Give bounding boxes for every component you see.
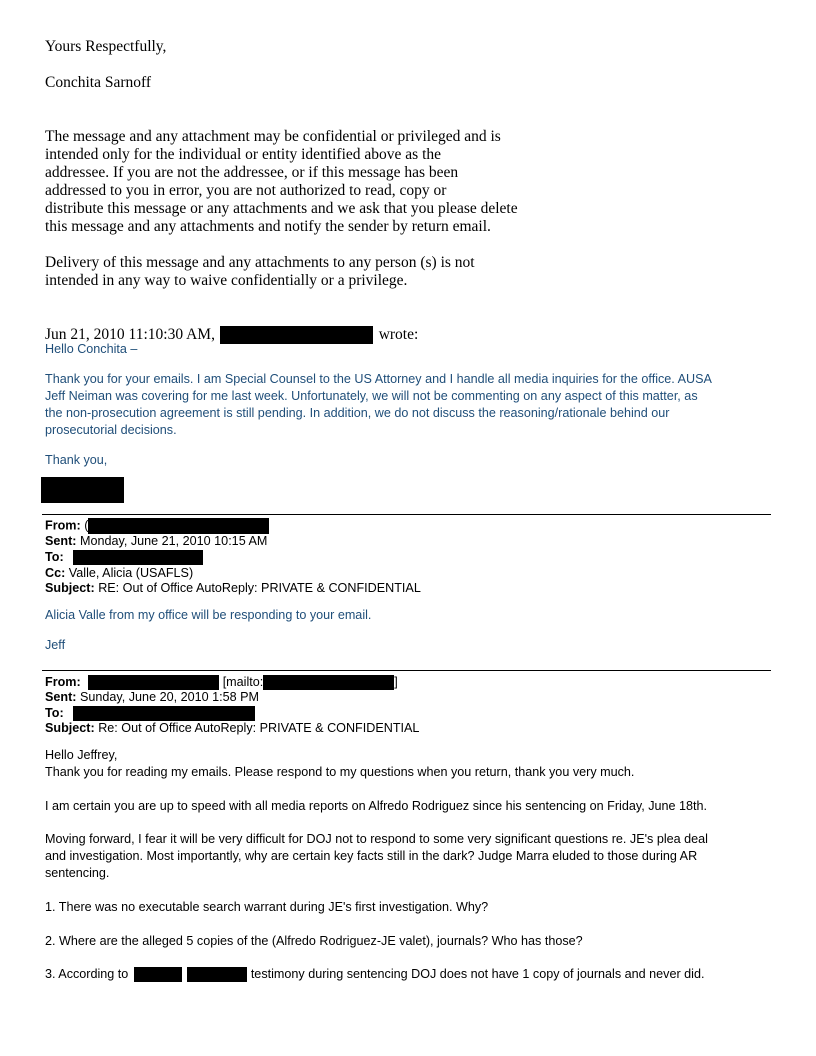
email2-para-line: and investigation. Most importantly, why are certain key facts still in the dark? Judge Marra eluded to those during AR bbox=[45, 849, 698, 863]
closing-name: Conchita Sarnoff bbox=[45, 74, 152, 91]
delivery-line: Delivery of this message and any attachments to any person (s) is not bbox=[45, 254, 475, 271]
email2-question: 3. According to testimony during sentencing DOJ does not have 1 copy of journals and never did. bbox=[45, 967, 705, 981]
redaction-box bbox=[187, 967, 247, 982]
email1-body: Alicia Valle from my office will be responding to your email. bbox=[45, 608, 372, 622]
reply-thanks: Thank you, bbox=[45, 453, 108, 467]
disclaimer-line: intended only for the individual or entity identified above as the bbox=[45, 146, 442, 163]
signature-redaction bbox=[41, 477, 124, 503]
email1-signature: Jeff bbox=[45, 638, 66, 652]
redaction-box bbox=[73, 706, 255, 721]
email2-question: 2. Where are the alleged 5 copies of the (Alfredo Rodriguez-JE valet), journals? Who has those? bbox=[45, 934, 583, 948]
redaction-box bbox=[73, 550, 203, 565]
email1-from: From: ( bbox=[45, 518, 269, 534]
delivery-line: intended in any way to waive confidentially or a privilege. bbox=[45, 272, 408, 289]
reply-body-line: Thank you for your emails. I am Special Counsel to the US Attorney and I handle all media inquiries for the office. AUSA bbox=[45, 372, 712, 386]
email2-para: Thank you for reading my emails. Please respond to my questions when you return, thank you very much. bbox=[45, 765, 635, 779]
reply-body-line: prosecutorial decisions. bbox=[45, 423, 177, 437]
reply-body-line: the non-prosecution agreement is still pending. In addition, we do not discuss the reasoning/rationale behind our bbox=[45, 406, 670, 420]
email1-cc: Cc: Valle, Alicia (USAFLS) bbox=[45, 566, 194, 580]
email2-subject: Subject: Re: Out of Office AutoReply: PRIVATE & CONFIDENTIAL bbox=[45, 721, 420, 735]
disclaimer-line: addressee. If you are not the addressee, or if this message has been bbox=[45, 164, 459, 181]
email2-sent: Sent: Sunday, June 20, 2010 1:58 PM bbox=[45, 690, 259, 704]
reply-greeting: Hello Conchita – bbox=[45, 342, 138, 356]
disclaimer-line: distribute this message or any attachments and we ask that you please delete bbox=[45, 200, 518, 217]
redaction-box bbox=[263, 675, 394, 690]
email2-para-line: Moving forward, I fear it will be very difficult for DOJ not to respond to some very significant questions re. JE's plea deal bbox=[45, 832, 708, 846]
email2-para: I am certain you are up to speed with all media reports on Alfredo Rodriguez since his sentencing on Friday, June 18th. bbox=[45, 799, 708, 813]
redaction-box bbox=[88, 518, 269, 534]
email2-greeting: Hello Jeffrey, bbox=[45, 748, 118, 762]
email2-to: To: bbox=[45, 706, 255, 721]
closing-salutation: Yours Respectfully, bbox=[45, 38, 167, 55]
separator-line bbox=[42, 514, 771, 515]
email1-subject: Subject: RE: Out of Office AutoReply: PRIVATE & CONFIDENTIAL bbox=[45, 581, 421, 595]
redaction-box bbox=[220, 326, 373, 344]
email2-para-line: sentencing. bbox=[45, 866, 110, 880]
email2-question: 1. There was no executable search warrant during JE's first investigation. Why? bbox=[45, 900, 489, 914]
disclaimer-line: The message and any attachment may be confidential or privileged and is bbox=[45, 128, 501, 145]
disclaimer-line: this message and any attachments and notify the sender by return email. bbox=[45, 218, 491, 235]
email2-from: From: [mailto: ] bbox=[45, 675, 398, 689]
email1-to: To: bbox=[45, 550, 203, 565]
email1-sent: Sent: Monday, June 21, 2010 10:15 AM bbox=[45, 534, 268, 548]
reply-wrote: wrote: bbox=[378, 326, 419, 343]
redaction-box bbox=[134, 967, 182, 982]
redaction-box bbox=[88, 675, 219, 690]
disclaimer-line: addressed to you in error, you are not authorized to read, copy or bbox=[45, 182, 447, 199]
separator-line bbox=[42, 670, 771, 671]
reply-date: Jun 21, 2010 11:10:30 AM, bbox=[45, 326, 215, 343]
reply-body-line: Jeff Neiman was covering for me last week. Unfortunately, we will not be commenting on any aspect of this matter, as bbox=[45, 389, 698, 403]
